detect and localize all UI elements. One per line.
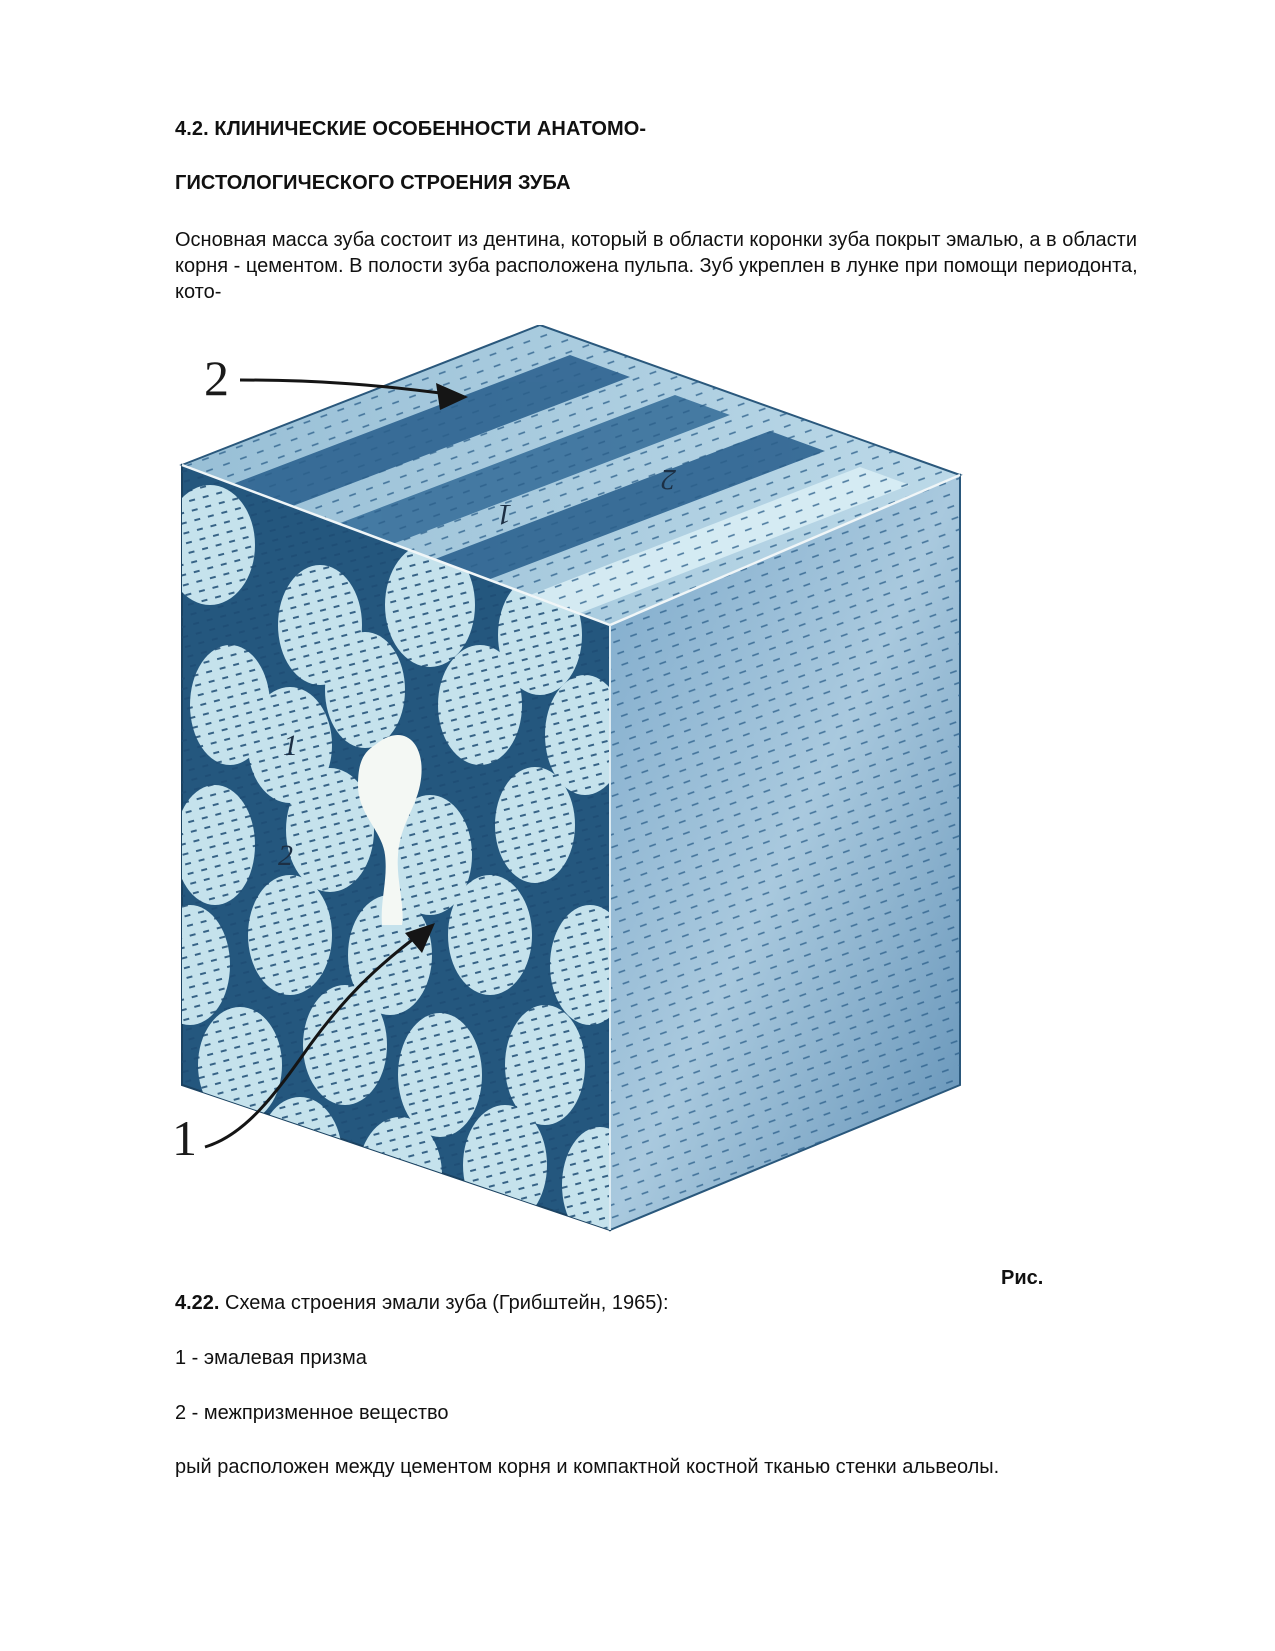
front-label-1: 1 (283, 729, 298, 762)
intro-paragraph: Основная масса зуба состоит из дентина, который в области коронки зуба покрыт эмалью, а в области корня - цементом. В полости зуба расположена пульпа. Зуб укреплен в лунке при помощи периодонта, кото- (175, 229, 1138, 303)
enamel-cube-illustration (170, 325, 1000, 1250)
top-label-1: 1 (497, 498, 512, 531)
legend-item-2: 2 - межпризменное вещество (175, 1402, 449, 1424)
continuation-paragraph: рый расположен между цементом корня и компактной костной тканью стенки альвеолы. (175, 1456, 1000, 1478)
figure-number: 4.22. (175, 1292, 220, 1314)
legend-item-1: 1 - эмалевая призма (175, 1347, 367, 1369)
figure-caption-text: Схема строения эмали зуба (Грибштейн, 1965): (219, 1292, 669, 1314)
section-heading-line-1: 4.2. КЛИНИЧЕСКИЕ ОСОБЕННОСТИ АНАТОМО- (175, 118, 647, 140)
figure-caption (175, 1292, 669, 1315)
section-heading-line-2: ГИСТОЛОГИЧЕСКОГО СТРОЕНИЯ ЗУБА (175, 172, 571, 194)
figure-label-2: 2 (204, 350, 229, 406)
front-label-2: 2 (278, 839, 293, 872)
figure-label-1: 1 (172, 1110, 197, 1166)
figure-ris-label: Рис. (1001, 1267, 1044, 1289)
enamel-structure-figure (170, 325, 1000, 1250)
top-label-2: 2 (661, 463, 676, 496)
